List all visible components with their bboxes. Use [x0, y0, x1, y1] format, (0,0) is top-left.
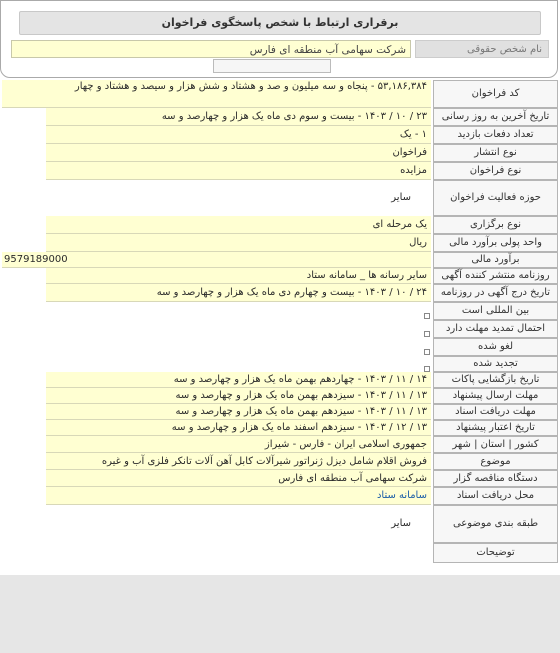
validity-date-value: ۱۳ / ۱۲ / ۱۴۰۳ - سیزدهم اسفند ماه یک هزار و چهارصد و سه	[46, 420, 431, 436]
documents-location-label: محل دریافت اسناد	[433, 487, 558, 505]
view-count-value: ۱ - یک	[46, 126, 431, 144]
row-holding-type	[0, 216, 560, 234]
legal-entity-empty-field	[213, 59, 331, 73]
row-tender-type	[0, 162, 560, 180]
tender-type-value: مزایده	[46, 162, 431, 180]
legal-entity-label: نام شخص حقوقی	[415, 40, 549, 58]
organizer-label: دستگاه مناقصه گزار	[433, 470, 558, 487]
description-label: توضیحات	[433, 543, 558, 563]
row-organizer	[0, 470, 560, 487]
publish-type-value: فراخوان	[46, 144, 431, 162]
row-subject	[0, 453, 560, 470]
extension-checkbox	[424, 331, 430, 337]
row-category	[0, 505, 560, 543]
row-opening-date	[0, 372, 560, 388]
cancelled-label: لغو شده	[433, 338, 558, 356]
currency-label: واحد پولی برآورد مالی	[433, 234, 558, 252]
submit-deadline-value: ۱۳ / ۱۱ / ۱۴۰۳ - سیزدهم بهمن ماه یک هزار و چهارصد و سه	[46, 388, 431, 404]
row-documents-location	[0, 487, 560, 505]
activity-field-label: حوزه فعالیت فراخوان	[433, 180, 558, 216]
opening-date-value: ۱۴ / ۱۱ / ۱۴۰۳ - چهاردهم بهمن ماه یک هزار و چهارصد و سه	[46, 372, 431, 388]
newspaper-label: روزنامه منتشر کننده آگهی	[433, 268, 558, 284]
extension-value	[46, 320, 431, 338]
holding-type-value: یک مرحله ای	[46, 216, 431, 234]
category-label: طبقه بندی موضوعی	[433, 505, 558, 543]
category-value: سایر	[46, 505, 431, 543]
cancelled-value	[46, 338, 431, 356]
documents-location-link[interactable]: سامانه ستاد	[376, 490, 427, 501]
location-label: کشور | استان | شهر	[433, 436, 558, 453]
description-value	[46, 543, 431, 563]
row-description	[0, 543, 560, 563]
international-value	[46, 302, 431, 320]
contact-panel	[0, 0, 558, 78]
cancelled-checkbox	[424, 349, 430, 355]
tender-details-table	[0, 80, 560, 572]
renewed-label: تجدید شده	[433, 356, 558, 372]
row-documents-deadline	[0, 404, 560, 420]
row-validity-date	[0, 420, 560, 436]
subject-label: موضوع	[433, 453, 558, 470]
row-newspaper	[0, 268, 560, 284]
last-update-value: ۲۳ / ۱۰ / ۱۴۰۳ - بیست و سوم دی ماه یک هزار و چهارصد و سه	[46, 108, 431, 126]
publish-date-label: تاریخ درج آگهی در روزنامه	[433, 284, 558, 302]
documents-deadline-value: ۱۳ / ۱۱ / ۱۴۰۳ - سیزدهم بهمن ماه یک هزار و چهارصد و سه	[46, 404, 431, 420]
organizer-value: شرکت سهامی آب منطقه ای فارس	[46, 470, 431, 487]
documents-location-value[interactable]	[46, 487, 431, 505]
row-cancelled	[0, 338, 560, 356]
estimate-value: 9579189000	[2, 252, 431, 268]
row-tender-code	[0, 80, 560, 108]
international-label: بین المللی است	[433, 302, 558, 320]
legal-entity-row	[11, 40, 549, 60]
row-currency	[0, 234, 560, 252]
row-publish-type	[0, 144, 560, 162]
tender-code-value: ۵۳,۱۸۶,۳۸۴ - پنجاه و سه میلیون و صد و هشتاد و شش هزار و سیصد و هشتاد و چهار	[2, 80, 431, 108]
row-international	[0, 302, 560, 320]
row-renewed	[0, 356, 560, 372]
tender-type-label: نوع فراخوان	[433, 162, 558, 180]
contact-responder-button[interactable]: برقراری ارتباط با شخص پاسخگوی فراخوان	[19, 11, 541, 35]
row-submit-deadline	[0, 388, 560, 404]
estimate-label: برآورد مالی	[433, 252, 558, 268]
documents-deadline-label: مهلت دریافت اسناد	[433, 404, 558, 420]
activity-field-value: سایر	[46, 180, 431, 216]
currency-value: ریال	[46, 234, 431, 252]
submit-deadline-label: مهلت ارسال پیشنهاد	[433, 388, 558, 404]
opening-date-label: تاریخ بازگشایی پاکات	[433, 372, 558, 388]
location-value: جمهوری اسلامی ایران - فارس - شیراز	[46, 436, 431, 453]
subject-value: فروش اقلام شامل دیزل ژنراتور شیرآلات کابل آهن آلات تانکر فلزی آب و غیره	[46, 453, 431, 470]
holding-type-label: نوع برگزاری	[433, 216, 558, 234]
row-activity-field	[0, 180, 560, 216]
row-estimate	[0, 252, 560, 268]
legal-entity-value: شرکت سهامی آب منطقه ای فارس	[11, 40, 411, 58]
last-update-label: تاریخ آخرین به روز رسانی	[433, 108, 558, 126]
row-publish-date	[0, 284, 560, 302]
footer-band	[0, 575, 560, 653]
newspaper-value: سایر رسانه ها _ سامانه ستاد	[46, 268, 431, 284]
view-count-label: تعداد دفعات بازدید	[433, 126, 558, 144]
tender-code-label: کد فراخوان	[433, 80, 558, 108]
row-location	[0, 436, 560, 453]
validity-date-label: تاریخ اعتبار پیشنهاد	[433, 420, 558, 436]
international-checkbox	[424, 313, 430, 319]
publish-date-value: ۲۴ / ۱۰ / ۱۴۰۳ - بیست و چهارم دی ماه یک هزار و چهارصد و سه	[46, 284, 431, 302]
renewed-value	[46, 356, 431, 372]
row-view-count	[0, 126, 560, 144]
publish-type-label: نوع انتشار	[433, 144, 558, 162]
row-extension	[0, 320, 560, 338]
row-last-update	[0, 108, 560, 126]
extension-label: احتمال تمدید مهلت دارد	[433, 320, 558, 338]
